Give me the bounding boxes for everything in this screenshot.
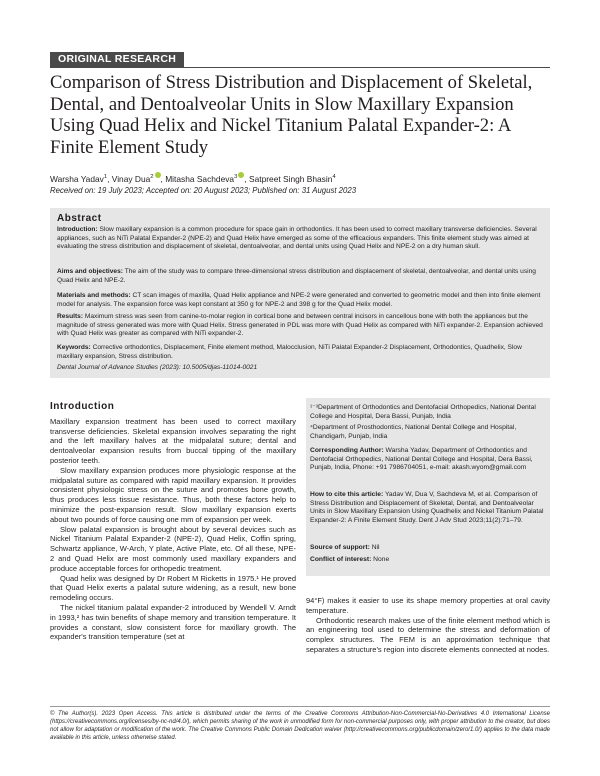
conflict-of-interest: Conflict of interest: None [310, 556, 390, 563]
abstract-keywords: Keywords: Corrective orthodontics, Displacement, Finite element method, Malocclusion, NiTi Palatal Expander-2 Displacement, Orthodontics, Quadhelix, Slow maxillary expansion, Stress distribution. [57, 344, 522, 360]
orcid-icon[interactable] [238, 172, 244, 178]
article-type-badge: ORIGINAL RESEARCH [50, 52, 184, 67]
license-footer: © The Author(s). 2023 Open Access. This article is distributed under the terms of the Creative Commons Attribution-Non-Commercial-No-Derivatives 4.0 International License (https://creativecommons.org/licenses/by-nc-nd/4.0/), which permits sharing of the work in unmodified form for non-commercial purposes only, with proper attribution to the creator, but does not allow for adaptation or modification of the work. The Creative Commons Public Domain Dedication waiver (http://creativecommons.org/publicdomain/zero/1.0/) applies to the data made available in this article, unless otherwise stated. [50, 711, 550, 741]
paragraph: Orthodontic research makes use of the finite element method which is an engineering tool used to determine the stress and deformation of complex structures. The FEM is an approximation technique that separates a structure's region into discrete elements connected at nodes. [306, 615, 550, 654]
author-name[interactable]: Mitasha Sachdeva [165, 173, 235, 184]
author-name[interactable]: Warsha Yadav [50, 173, 104, 184]
header-divider [50, 67, 550, 68]
paragraph: Quad helix was designed by Dr Robert M Ricketts in 1975.¹ He proved that Quad Helix exerts a palatal suture widening, as a result, new bone remodeling occurs. [50, 573, 296, 603]
affiliation: ⁴Department of Prosthodontics, National Dental College and Hospital, Chandigarh, Punjab, India [310, 424, 517, 440]
author-name[interactable]: Satpreet Singh Bhasin [249, 173, 333, 184]
paragraph: Slow maxillary expansion produces more physiologic response at the midpalatal suture as compared with rapid maxillary expansion. It provides consistent physiologic stress on the suture and promotes bone growth, thus produces less tissue resistance. Thus, both these factors help to minimize the post-expansion result. Slow maxillary expansion exerts about two pounds of force causing one mm of expansion per week. [50, 465, 296, 524]
corresponding-author: Corresponding Author: Warsha Yadav, Department of Orthodontics and Dentofacial Orthopedics, National Dental College and Hospital, Dera Bassi, Punjab, India, Phone: +91 7986704051, e-mail: akash.wyom@gmail.com [310, 447, 533, 472]
abstract-aims: Aims and objectives: The aim of the study was to compare three-dimensional stress distribution and displacement of skeletal, dentoalveolar, and dental units using Quad Helix and NPE-2. [57, 268, 536, 284]
abstract-heading: Abstract [57, 213, 102, 224]
right-column-text [306, 596, 550, 655]
paragraph: 94°F) makes it easier to use its shape memory properties at oral cavity temperature. [306, 596, 550, 615]
author-name[interactable]: Vinay Dua [111, 173, 151, 184]
footer-divider [50, 706, 550, 707]
paragraph: The nickel titanium palatal expander-2 introduced by Wendell V. Arndt in 1993,² has twin benefits of shape memory and transition temperature. It provides a constant, slow consistent force for maxillary growth. The expander's transition temperature (set at [50, 602, 296, 642]
orcid-icon[interactable] [155, 172, 161, 178]
introduction-section [50, 402, 296, 642]
publication-dates: Received on: 19 July 2023; Accepted on: 20 August 2023; Published on: 31 August 2023 [50, 186, 357, 195]
abstract-introduction: Introduction: Slow maxillary expansion is a common procedure for space gain in orthodontics. It has been used to correct maxillary transverse deficiencies. Several appliances, such as NiTi Palatal Expander-2 (NPE-2) and Quad Helix have emerged as some of the efficacious expanders. This finite element study was aimed at evaluating the stress distribution and displacement of skeletal, dentoalveolar, and dental units using Quad Helix and NPE-2 on a dry human skull. [57, 226, 537, 251]
affiliation: ¹⁻³Department of Orthodontics and Dentofacial Orthopedics, National Dental College and Hospital, Dera Bassi, Punjab, India [310, 404, 536, 420]
journal-doi: Dental Journal of Advance Studies (2023): 10.5005/djas-11014-0021 [57, 364, 258, 371]
paragraph: Maxillary expansion treatment has been used to correct maxillary transverse deficiencies. Skeletal expansion involves separating the right and the left maxillary halves at the midpalatal suture; dental and dentoalveolar expansion results from buccal tipping of the maxillary posterior teeth. [50, 416, 296, 465]
abstract-results: Results: Maximum stress was seen from canine-to-molar region in cortical bone and between central incisors in cancellous bone with both the appliances but the magnitude of stress generated was more with Quad Helix. Stress generated in PDL was more with Quad Helix as compared with NiTi expander-2. Expansion achieved with Quad Helix was greater as compared with NiTi expander-2. [57, 313, 543, 338]
citation: How to cite this article: Yadav W, Dua V, Sachdeva M, et al. Comparison of Stress Distribution and Displacement of Skeletal, Dental, and Dentoalveolar Units in Slow Maxillary Expansion Using Quadhelix and Nickel Titanium Palatal Expander-2: A Finite Element Study. Dent J Adv Stud 2023;11(2):71–79. [310, 491, 544, 524]
abstract-methods: Materials and methods: CT scan images of maxilla, Quad Helix appliance and NPE-2 were generated and converted to geometric model and then into finite element model for analysis. The expansion force was kept constant at 350 g for NPE-2 and 398 g for the Quad Helix model. [57, 292, 541, 308]
section-heading: Introduction [50, 401, 115, 412]
paragraph: Slow palatal expansion is brought about by several devices such as Nickel Titanium Palatal Expander-2 (NPE-2), Quad Helix, Coffin spring, Schwartz appliance, W-Arch, Y plate, Active Plate, etc. Of all these, NPE-2 and Quad Helix are most commonly used maxillary expanders and produce acceptable forces for orthopedic treatment. [50, 524, 296, 573]
author-list: Warsha Yadav$^1$, Vinay Dua$^2$ , Mitasha Sachdeva$^3$ , Satpreet Singh Bhasin$^4$ [50, 173, 336, 184]
article-title: Comparison of Stress Distribution and Displacement of Skeletal, Dental, and Dentoalveolar Units in Slow Maxillary Expansion Using Quad Helix and Nickel Titanium Palatal Expander-2: A Finite Element Study [50, 72, 533, 158]
source-of-support: Source of support: Nil [310, 544, 380, 551]
